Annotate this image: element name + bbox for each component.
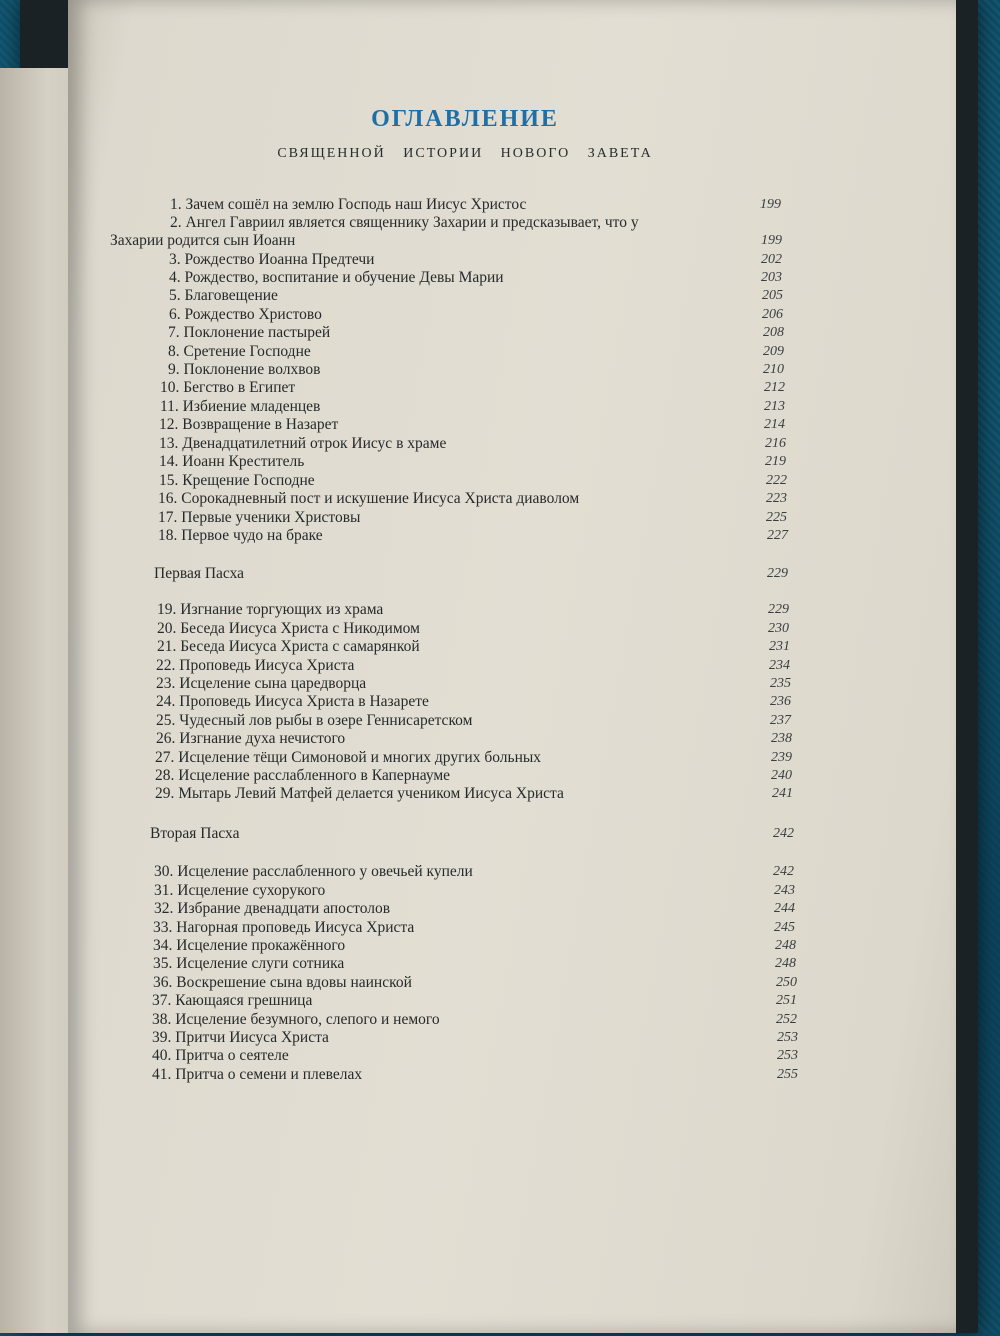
toc-entry-page-number: 203 (761, 270, 782, 285)
toc-entry-title: 33. Нагорная проповедь Иисуса Христа (153, 919, 415, 936)
toc-entry-title: 4. Рождество, воспитание и обучение Девы Марии (169, 269, 504, 286)
table-of-contents (0, 196, 1000, 1336)
toc-entry-page-number: 248 (775, 956, 796, 971)
toc-entry-page-number: 219 (765, 454, 786, 469)
toc-entry (0, 214, 1000, 232)
toc-entry (0, 730, 1000, 748)
toc-entry-title: 9. Поклонение волхвов (168, 361, 321, 378)
toc-entry (0, 767, 1000, 785)
toc-entry (0, 269, 1000, 287)
toc-entry-page-number: 248 (775, 938, 796, 953)
toc-entry (0, 785, 1000, 803)
toc-entry (0, 1047, 1000, 1065)
toc-entry-page-number: 230 (768, 621, 789, 636)
toc-entry-page-number: 244 (774, 901, 795, 916)
toc-entry-title: 13. Двенадцатилетний отрок Иисус в храме (159, 435, 447, 452)
toc-entry-title: 6. Рождество Христово (169, 306, 322, 323)
toc-entry (0, 937, 1000, 955)
toc-entry-title: 32. Избрание двенадцати апостолов (154, 900, 391, 917)
toc-entry-title: 3. Рождество Иоанна Предтечи (169, 251, 375, 268)
toc-entry (0, 306, 1000, 324)
toc-entry-title: Захарии родится сын Иоанн (110, 232, 296, 249)
toc-entry-page-number: 227 (767, 528, 788, 543)
toc-entry-title: 24. Проповедь Иисуса Христа в Назарете (156, 693, 429, 710)
toc-entry-page-number: 229 (767, 566, 788, 581)
toc-entry-title: 28. Исцеление расслабленного в Капернауме (155, 767, 451, 784)
toc-entry-title: 16. Сорокадневный пост и искушение Иисуса Христа диаволом (158, 490, 580, 507)
toc-entry-page-number: 251 (776, 993, 797, 1008)
toc-entry-title: Вторая Пасха (150, 825, 240, 842)
toc-entry-page-number: 245 (774, 920, 795, 935)
toc-entry-page-number: 209 (763, 344, 784, 359)
toc-entry-title: 11. Избиение младенцев (160, 398, 321, 415)
toc-entry-title: 26. Изгнание духа нечистого (156, 730, 346, 747)
toc-entry-page-number: 212 (764, 380, 785, 395)
toc-entry (0, 638, 1000, 656)
toc-entry (0, 974, 1000, 992)
toc-entry-title: 27. Исцеление тёщи Симоновой и многих других больных (155, 749, 542, 766)
toc-entry (0, 287, 1000, 305)
toc-entry (0, 509, 1000, 527)
toc-entry-page-number: 234 (769, 658, 790, 673)
toc-entry (0, 1011, 1000, 1029)
toc-entry-title: 18. Первое чудо на браке (158, 527, 323, 544)
toc-entry-title: 29. Мытарь Левий Матфей делается учеником Иисуса Христа (155, 785, 564, 802)
toc-entry-title: 8. Сретение Господне (168, 343, 311, 360)
toc-entry (0, 527, 1000, 545)
toc-entry (0, 919, 1000, 937)
toc-entry (0, 1029, 1000, 1047)
toc-entry-page-number: 229 (768, 602, 789, 617)
toc-entry-page-number: 241 (772, 786, 793, 801)
toc-entry-title: 35. Исцеление слуги сотника (153, 955, 345, 972)
toc-entry (0, 343, 1000, 361)
toc-entry-title: 21. Беседа Иисуса Христа с самарянкой (157, 638, 420, 655)
toc-entry-page-number: 255 (777, 1067, 798, 1082)
toc-entry-title: 37. Кающаяся грешница (152, 992, 313, 1009)
toc-entry (0, 1066, 1000, 1084)
page-subtitle: СВЯЩЕННОЙ ИСТОРИИ НОВОГО ЗАВЕТА (277, 146, 653, 161)
toc-entry (0, 675, 1000, 693)
toc-entry-title: 31. Исцеление сухорукого (154, 882, 326, 899)
toc-entry-title: Первая Пасха (154, 565, 244, 582)
page-title: ОГЛАВЛЕНИЕ (371, 106, 559, 132)
toc-entry-title: 20. Беседа Иисуса Христа с Никодимом (157, 620, 420, 637)
toc-entry (0, 196, 1000, 214)
toc-entry (0, 251, 1000, 269)
toc-entry-page-number: 253 (777, 1048, 798, 1063)
toc-entry-title: 15. Крещение Господне (159, 472, 315, 489)
toc-entry (0, 453, 1000, 471)
toc-entry-title: 25. Чудесный лов рыбы в озере Геннисаретском (156, 712, 473, 729)
toc-entry (0, 992, 1000, 1010)
toc-entry-title: 10. Бегство в Египет (160, 379, 296, 396)
toc-entry (0, 825, 1000, 843)
toc-entry-title: 34. Исцеление прокажённого (153, 937, 346, 954)
toc-entry-title: 38. Исцеление безумного, слепого и немого (152, 1011, 440, 1028)
toc-entry (0, 693, 1000, 711)
toc-entry (0, 416, 1000, 434)
toc-entry-title: 14. Иоанн Креститель (159, 453, 305, 470)
toc-entry (0, 620, 1000, 638)
toc-entry-page-number: 213 (764, 399, 785, 414)
toc-entry-page-number: 231 (769, 639, 790, 654)
toc-entry (0, 398, 1000, 416)
toc-entry-title: 40. Притча о сеятеле (152, 1047, 289, 1064)
toc-entry (0, 232, 1000, 250)
toc-entry-page-number: 240 (771, 768, 792, 783)
toc-entry-page-number: 250 (776, 975, 797, 990)
toc-entry-title: 7. Поклонение пастырей (168, 324, 331, 341)
toc-entry-title: 2. Ангел Гавриил является священнику Захарии и предсказывает, что у (170, 214, 639, 231)
toc-entry-title: 23. Исцеление сына царедворца (156, 675, 367, 692)
toc-entry-page-number: 199 (760, 197, 781, 212)
toc-entry-page-number: 242 (773, 826, 794, 841)
toc-entry-title: 19. Изгнание торгующих из храма (157, 601, 384, 618)
toc-entry-page-number: 206 (762, 307, 783, 322)
toc-entry (0, 472, 1000, 490)
toc-entry-page-number: 238 (771, 731, 792, 746)
toc-entry-title: 30. Исцеление расслабленного у овечьей купели (154, 863, 473, 880)
toc-entry-page-number: 236 (770, 694, 791, 709)
toc-entry-page-number: 214 (764, 417, 785, 432)
toc-entry (0, 900, 1000, 918)
toc-entry-page-number: 243 (774, 883, 795, 898)
toc-entry (0, 712, 1000, 730)
toc-entry (0, 749, 1000, 767)
toc-entry (0, 490, 1000, 508)
toc-entry-title: 17. Первые ученики Христовы (158, 509, 361, 526)
toc-entry (0, 882, 1000, 900)
toc-entry-page-number: 208 (763, 325, 784, 340)
toc-entry (0, 324, 1000, 342)
toc-entry-page-number: 235 (770, 676, 791, 691)
toc-entry-page-number: 216 (765, 436, 786, 451)
toc-entry-page-number: 252 (776, 1012, 797, 1027)
toc-entry-page-number: 205 (762, 288, 783, 303)
toc-entry (0, 657, 1000, 675)
toc-entry-page-number: 253 (777, 1030, 798, 1045)
toc-entry (0, 601, 1000, 619)
toc-entry (0, 435, 1000, 453)
toc-entry-page-number: 242 (773, 864, 794, 879)
toc-entry-title: 12. Возвращение в Назарет (159, 416, 339, 433)
toc-entry (0, 955, 1000, 973)
toc-entry-page-number: 223 (766, 491, 787, 506)
toc-entry-page-number: 222 (766, 473, 787, 488)
toc-entry-title: 36. Воскрешение сына вдовы наинской (153, 974, 412, 991)
toc-entry-title: 39. Притчи Иисуса Христа (152, 1029, 329, 1046)
toc-entry-title: 5. Благовещение (169, 287, 278, 304)
toc-entry-page-number: 199 (761, 233, 782, 248)
toc-entry-page-number: 202 (761, 252, 782, 267)
toc-entry (0, 565, 1000, 583)
toc-entry-title: 1. Зачем сошёл на землю Господь наш Иисус Христос (170, 196, 527, 213)
toc-entry-page-number: 210 (763, 362, 784, 377)
toc-entry (0, 863, 1000, 881)
toc-entry (0, 361, 1000, 379)
toc-entry-page-number: 237 (770, 713, 791, 728)
toc-entry-title: 22. Проповедь Иисуса Христа (156, 657, 355, 674)
toc-entry (0, 379, 1000, 397)
toc-entry-page-number: 239 (771, 750, 792, 765)
toc-entry-title: 41. Притча о семени и плевелах (152, 1066, 363, 1083)
toc-entry-page-number: 225 (766, 510, 787, 525)
